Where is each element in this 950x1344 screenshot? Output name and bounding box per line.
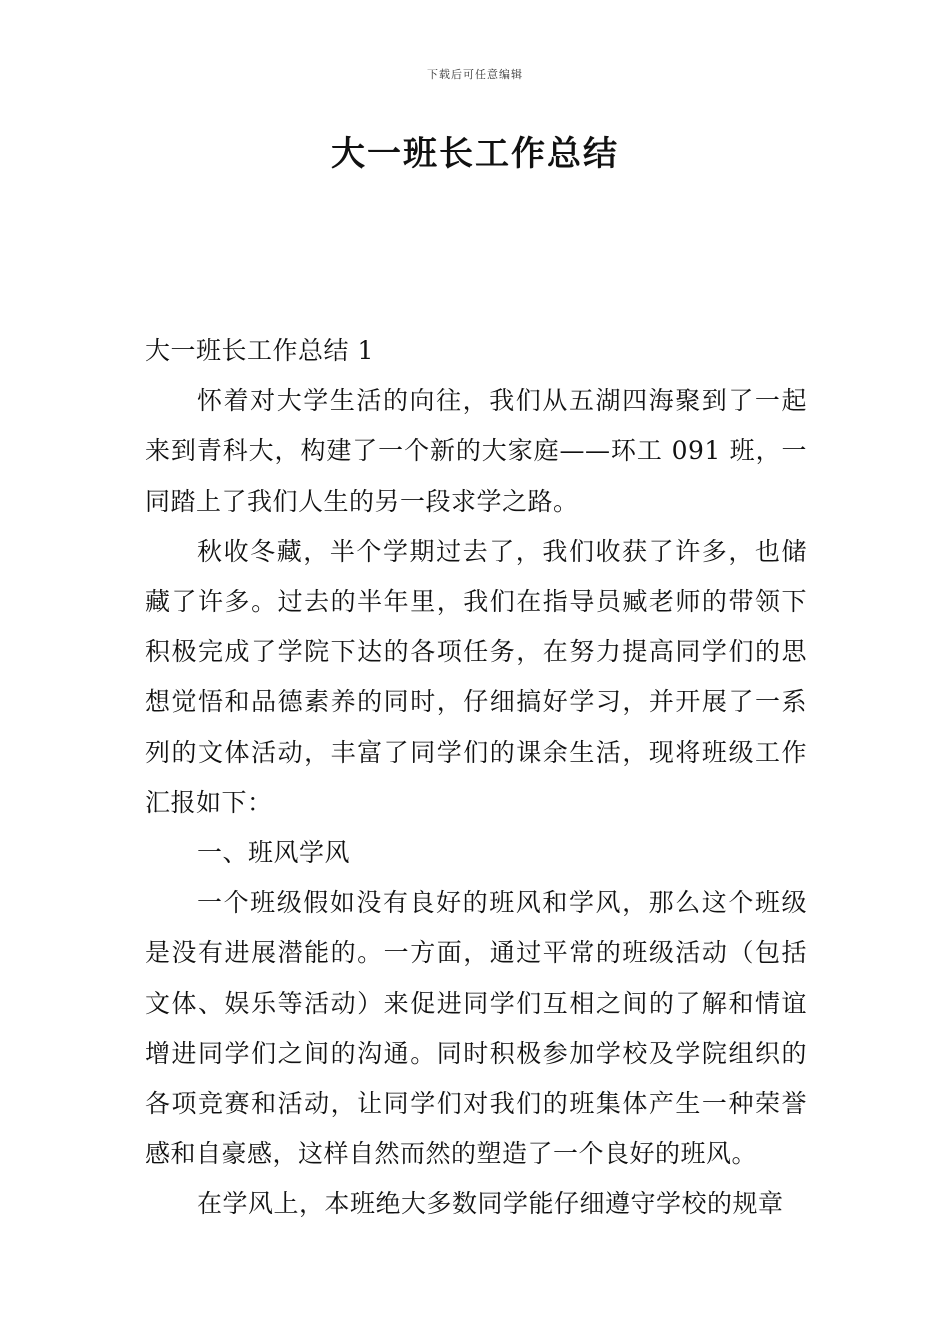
paragraph-class-style: 一个班级假如没有良好的班风和学风，那么这个班级是没有进展潜能的。一方面，通过平常的班级活动（包括文体、娱乐等活动）来促进同学们互相之间的了解和情谊增进同学们之间的沟通。同时积极参加学校及学院组织的各项竞赛和活动，让同学们对我们的班集体产生一种荣誉感和自豪感，这样自然而然的塑造了一个良好的班风。 <box>145 888 807 1169</box>
subsection-heading: 一、班风学风 <box>197 838 351 868</box>
paragraph-intro: 怀着对大学生活的向往，我们从五湖四海聚到了一起来到青科大，构建了一个新的大家庭——环工 091 班，一同踏上了我们人生的另一段求学之路。 <box>145 386 807 516</box>
document-body <box>145 326 807 1230</box>
document-title: 大一班长工作总结 <box>331 134 619 174</box>
paragraph-summary: 秋收冬藏，半个学期过去了，我们收获了许多，也储藏了许多。过去的半年里，我们在指导员臧老师的带领下积极完成了学院下达的各项任务，在努力提高同学们的思想觉悟和品德素养的同时，仔细搞好学习，并开展了一系列的文体活动，丰富了同学们的课余生活，现将班级工作汇报如下： <box>145 536 807 817</box>
paragraph-study-style: 在学风上，本班绝大多数同学能仔细遵守学校的规章 <box>197 1189 784 1219</box>
header-note: 下载后可任意编辑 <box>427 68 523 81</box>
section-heading: 大一班长工作总结 1 <box>145 336 374 365</box>
